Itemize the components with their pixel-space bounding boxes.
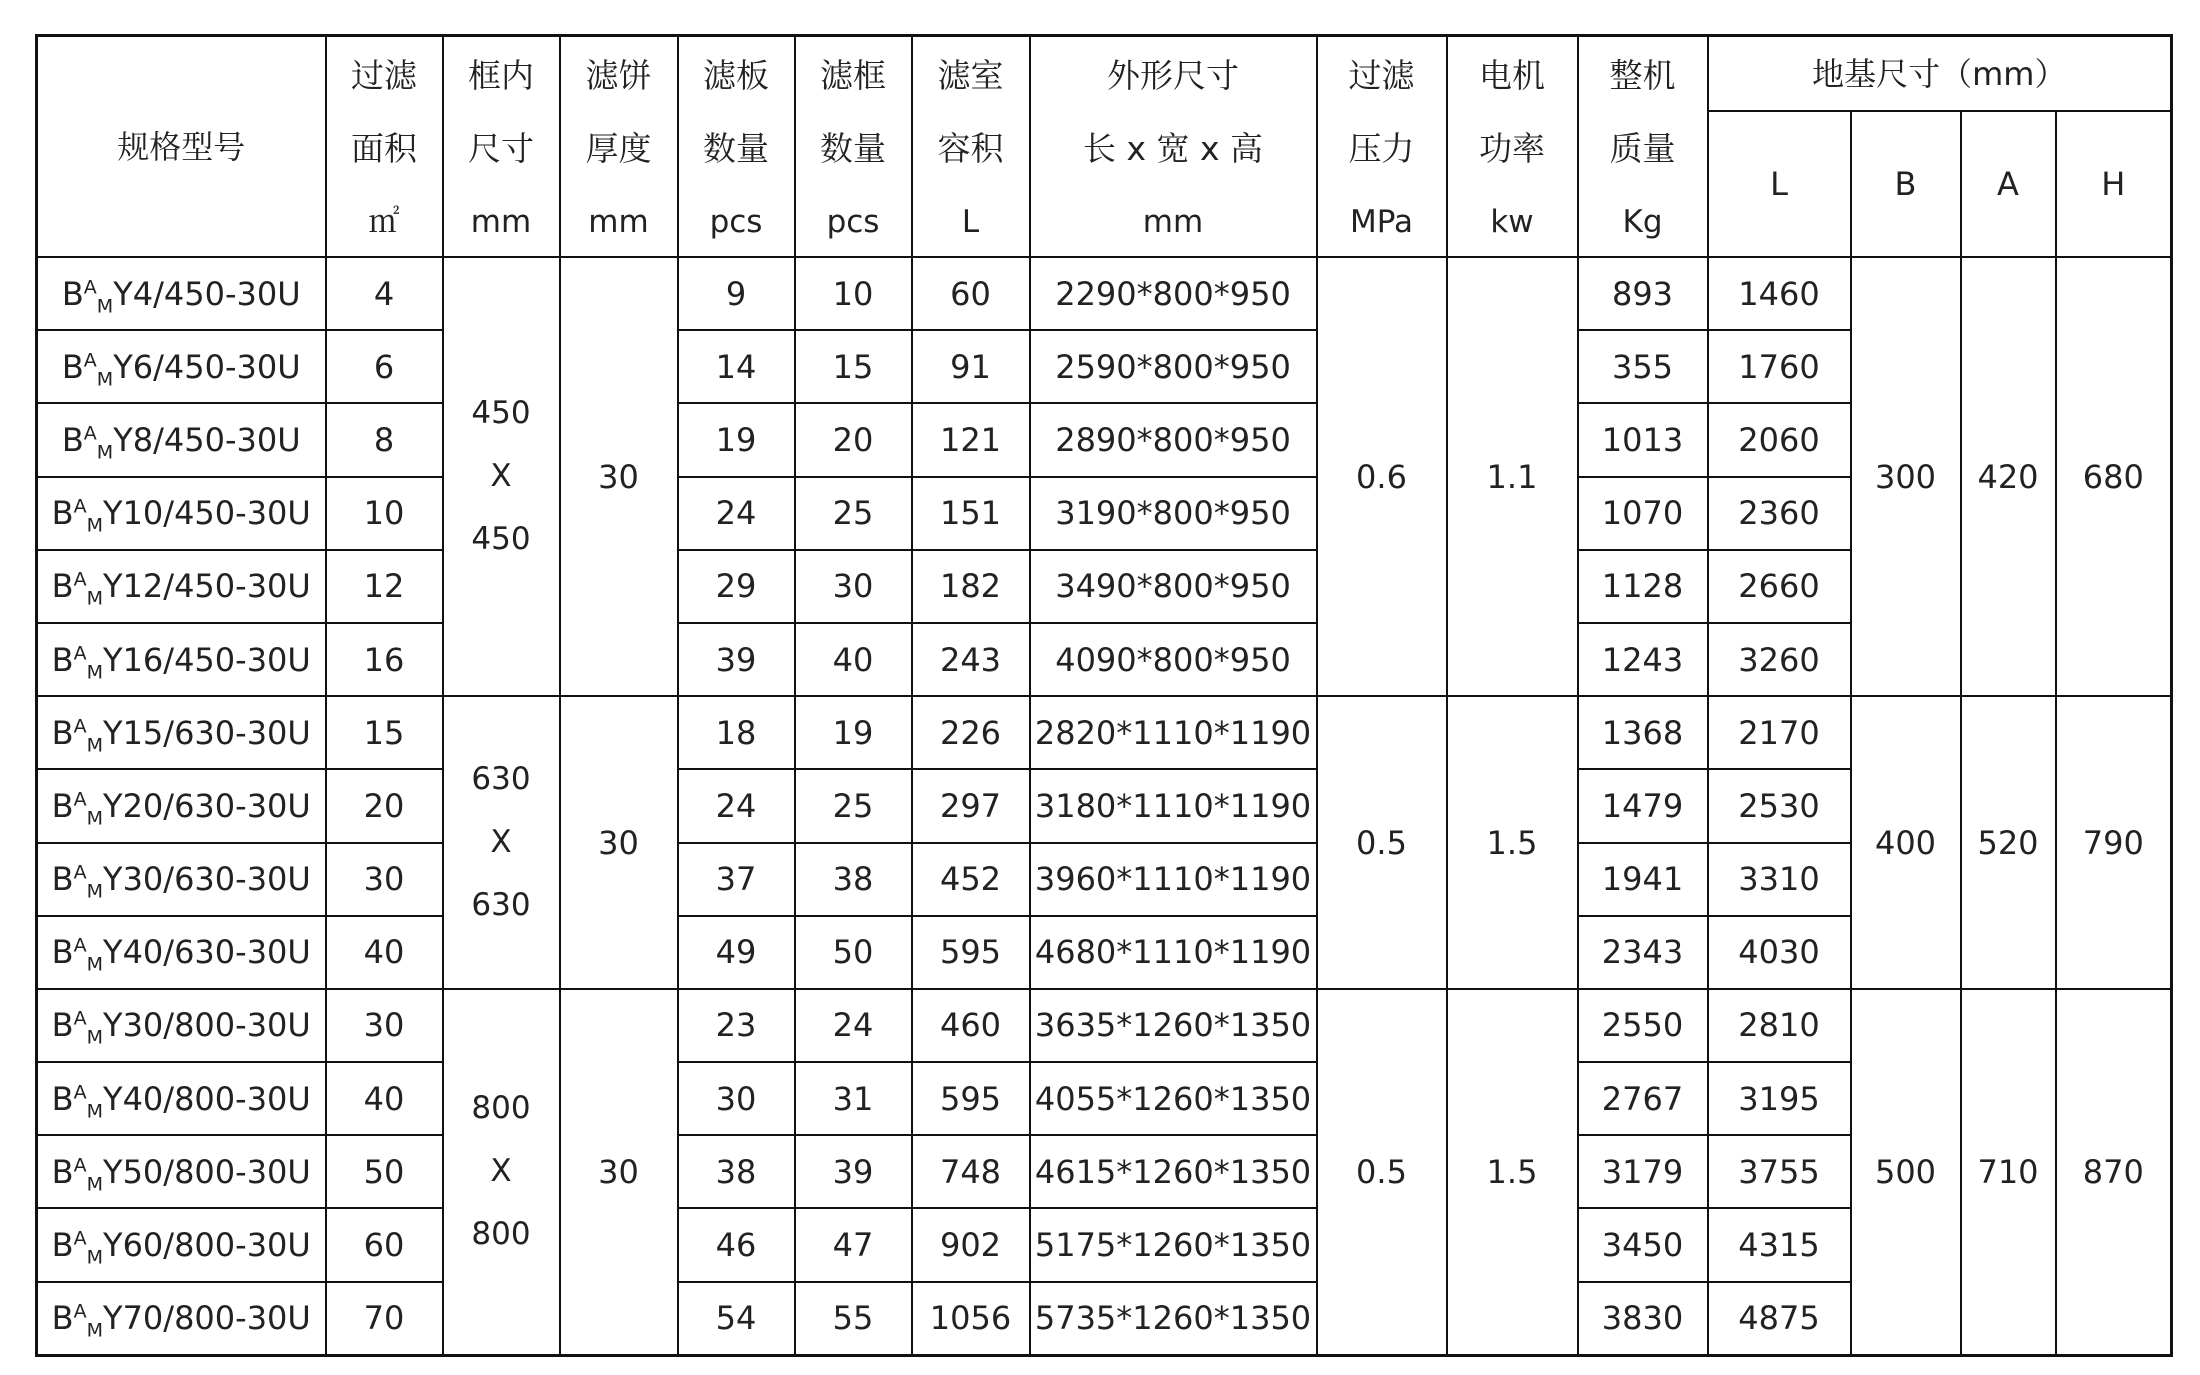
frame-size-line: 450 (471, 395, 531, 432)
model-suffix: 30/630-30U (122, 860, 311, 899)
header-frame-count (795, 36, 912, 258)
header-chamber-volume-l1: 滤室 (937, 55, 1004, 95)
machine-mass-cell: 1128 (1578, 550, 1708, 623)
machine-mass-cell: 3450 (1578, 1208, 1708, 1281)
model-cell (37, 916, 326, 989)
model-prefix: B (51, 1006, 74, 1045)
foundation-a-cell: 520 (1961, 696, 2056, 989)
machine-mass-cell: 2550 (1578, 989, 1708, 1062)
model-prefix: B (51, 1079, 74, 1118)
frame-count-cell: 30 (795, 550, 912, 623)
overall-size-cell: 2890*800*950 (1030, 403, 1317, 476)
model-sub: M (86, 807, 104, 830)
header-machine-mass (1578, 36, 1708, 258)
model-suffix: 40/630-30U (122, 933, 311, 972)
model-cell (37, 1282, 326, 1356)
model-mid: Y (103, 713, 123, 752)
filter-pressure-cell: 0.5 (1317, 989, 1447, 1355)
frame-size-stack (444, 1090, 559, 1253)
model-mid: Y (103, 786, 123, 825)
header-filter-pressure-l2: 压力 (1348, 128, 1415, 168)
model-sub: M (86, 953, 104, 976)
frame-size-line: X (490, 1153, 512, 1190)
overall-size-cell: 4615*1260*1350 (1030, 1135, 1317, 1208)
frame-count-cell: 19 (795, 696, 912, 769)
overall-size-cell: 5175*1260*1350 (1030, 1208, 1317, 1281)
machine-mass-cell: 1243 (1578, 623, 1708, 696)
header-machine-mass-l2: 质量 (1609, 128, 1676, 168)
header-overall-size-l2: 长 x 宽 x 高 (1082, 128, 1264, 168)
foundation-b-cell: 400 (1851, 696, 1961, 989)
model-suffix: 12/450-30U (122, 567, 311, 606)
chamber-volume-cell: 748 (912, 1135, 1030, 1208)
model-sup: A (73, 788, 87, 811)
plate-count-cell: 49 (678, 916, 795, 989)
header-frame-inner-unit: mm (470, 203, 532, 240)
frame-size-stack (444, 761, 559, 923)
header-frame-inner-l2: 尺寸 (468, 128, 534, 168)
foundation-b-cell: 300 (1851, 257, 1961, 696)
model-cell (37, 843, 326, 916)
filter-pressure-cell: 0.5 (1317, 696, 1447, 989)
frame-count-cell: 25 (795, 769, 912, 842)
machine-mass-cell: 2343 (1578, 916, 1708, 989)
plate-count-cell: 19 (678, 403, 795, 476)
machine-mass-cell: 1479 (1578, 769, 1708, 842)
model-prefix: B (51, 933, 74, 972)
model-mid: Y (113, 420, 133, 459)
machine-mass-cell: 3830 (1578, 1282, 1708, 1356)
header-cake-thickness-l1: 滤饼 (585, 55, 652, 95)
filter-area-cell: 50 (326, 1135, 443, 1208)
filter-area-cell: 8 (326, 403, 443, 476)
frame-count-cell: 24 (795, 989, 912, 1062)
header-chamber-volume (912, 36, 1030, 258)
foundation-l-cell: 1460 (1708, 257, 1851, 330)
model-cell (37, 1208, 326, 1281)
table-row (37, 989, 2172, 1062)
model-mid: Y (103, 567, 123, 606)
frame-count-cell: 50 (795, 916, 912, 989)
foundation-l-cell: 2660 (1708, 550, 1851, 623)
model-mid: Y (103, 1152, 123, 1191)
header-foundation-a: A (1961, 111, 2056, 257)
foundation-h-cell: 790 (2056, 696, 2172, 989)
header-overall-size (1030, 36, 1317, 258)
plate-count-cell: 54 (678, 1282, 795, 1356)
frame-size-cell (443, 257, 560, 696)
chamber-volume-cell: 297 (912, 769, 1030, 842)
model-mid: Y (113, 347, 133, 386)
model-cell (37, 330, 326, 403)
table-body (37, 257, 2172, 1355)
frame-count-cell: 47 (795, 1208, 912, 1281)
filter-area-cell: 12 (326, 550, 443, 623)
header-frame-inner (443, 36, 560, 258)
filter-area-cell: 40 (326, 1062, 443, 1135)
motor-power-cell: 1.5 (1447, 989, 1578, 1355)
plate-count-cell: 24 (678, 769, 795, 842)
model-suffix: 16/450-30U (122, 640, 311, 679)
frame-count-cell: 31 (795, 1062, 912, 1135)
foundation-l-cell: 3755 (1708, 1135, 1851, 1208)
plate-count-cell: 14 (678, 330, 795, 403)
foundation-h-cell: 870 (2056, 989, 2172, 1355)
foundation-l-cell: 2170 (1708, 696, 1851, 769)
model-sup: A (73, 641, 87, 664)
header-cake-thickness-unit: mm (588, 203, 649, 240)
chamber-volume-cell: 902 (912, 1208, 1030, 1281)
header-foundation: 地基尺寸（mm） (1708, 36, 2172, 112)
frame-count-cell: 25 (795, 477, 912, 550)
overall-size-cell: 4055*1260*1350 (1030, 1062, 1317, 1135)
filter-area-cell: 16 (326, 623, 443, 696)
filter-area-cell: 30 (326, 989, 443, 1062)
chamber-volume-cell: 182 (912, 550, 1030, 623)
header-plate-count-l2: 数量 (703, 128, 769, 168)
frame-size-line: 450 (471, 521, 531, 558)
model-mid: Y (103, 933, 123, 972)
plate-count-cell: 30 (678, 1062, 795, 1135)
model-sup: A (73, 715, 87, 738)
model-suffix: 30/800-30U (122, 1006, 311, 1045)
chamber-volume-cell: 1056 (912, 1282, 1030, 1356)
frame-size-stack (444, 395, 559, 558)
plate-count-cell: 38 (678, 1135, 795, 1208)
header-machine-mass-l1: 整机 (1609, 55, 1676, 95)
plate-count-cell: 18 (678, 696, 795, 769)
header-filter-pressure-unit: MPa (1349, 203, 1414, 240)
chamber-volume-cell: 595 (912, 1062, 1030, 1135)
header-filter-area-unit: ㎡ (368, 203, 400, 240)
model-sup: A (73, 1154, 87, 1177)
machine-mass-cell: 355 (1578, 330, 1708, 403)
table-row (37, 257, 2172, 330)
header-motor-power-unit: kw (1490, 203, 1534, 240)
overall-size-cell: 2820*1110*1190 (1030, 696, 1317, 769)
filter-area-cell: 60 (326, 1208, 443, 1281)
foundation-l-cell: 4315 (1708, 1208, 1851, 1281)
header-frame-count-l1: 滤框 (820, 55, 886, 95)
cake-thickness-cell: 30 (560, 257, 678, 696)
model-suffix: 15/630-30U (122, 713, 311, 752)
foundation-l-cell: 2810 (1708, 989, 1851, 1062)
filter-area-cell: 4 (326, 257, 443, 330)
overall-size-cell: 3635*1260*1350 (1030, 989, 1317, 1062)
model-mid: Y (103, 1299, 123, 1338)
model-sub: M (86, 514, 104, 537)
filter-area-cell: 70 (326, 1282, 443, 1356)
foundation-h-cell: 680 (2056, 257, 2172, 696)
model-sup: A (73, 1300, 87, 1323)
header-machine-mass-unit: Kg (1622, 203, 1663, 240)
model-sup: A (73, 934, 87, 957)
model-suffix: 4/450-30U (132, 274, 301, 313)
header-cake-thickness-l2: 厚度 (585, 128, 652, 168)
frame-count-cell: 40 (795, 623, 912, 696)
filter-area-cell: 6 (326, 330, 443, 403)
overall-size-cell: 3180*1110*1190 (1030, 769, 1317, 842)
overall-size-cell: 3960*1110*1190 (1030, 843, 1317, 916)
frame-count-cell: 10 (795, 257, 912, 330)
plate-count-cell: 23 (678, 989, 795, 1062)
header-plate-count-unit: pcs (709, 203, 763, 240)
model-prefix: B (51, 567, 74, 606)
plate-count-cell: 46 (678, 1208, 795, 1281)
model-prefix: B (51, 860, 74, 899)
foundation-l-cell: 2060 (1708, 403, 1851, 476)
model-suffix: 40/800-30U (122, 1079, 311, 1118)
model-sub: M (86, 1026, 104, 1049)
foundation-l-cell: 4030 (1708, 916, 1851, 989)
header-filter-pressure-l1: 过滤 (1348, 55, 1415, 95)
model-prefix: B (61, 420, 84, 459)
header-filter-area (326, 36, 443, 258)
header-model-label: 规格型号 (117, 127, 246, 166)
model-sub: M (86, 1173, 104, 1196)
model-sup: A (73, 861, 87, 884)
frame-count-cell: 55 (795, 1282, 912, 1356)
model-mid: Y (103, 1079, 123, 1118)
model-suffix: 20/630-30U (122, 786, 311, 825)
model-cell (37, 1062, 326, 1135)
model-cell (37, 989, 326, 1062)
model-cell (37, 623, 326, 696)
model-prefix: B (51, 494, 74, 533)
machine-mass-cell: 1013 (1578, 403, 1708, 476)
foundation-l-cell: 2530 (1708, 769, 1851, 842)
model-prefix: B (51, 786, 74, 825)
plate-count-cell: 29 (678, 550, 795, 623)
foundation-l-cell: 3195 (1708, 1062, 1851, 1135)
model-cell (37, 403, 326, 476)
header-foundation-b: B (1851, 111, 1961, 257)
foundation-l-cell: 2360 (1708, 477, 1851, 550)
foundation-l-cell: 1760 (1708, 330, 1851, 403)
model-cell (37, 257, 326, 330)
model-mid: Y (103, 494, 123, 533)
frame-count-cell: 38 (795, 843, 912, 916)
frame-count-cell: 20 (795, 403, 912, 476)
machine-mass-cell: 3179 (1578, 1135, 1708, 1208)
header-cake-thickness (560, 36, 678, 258)
model-sub: M (86, 880, 104, 903)
overall-size-cell: 2290*800*950 (1030, 257, 1317, 330)
chamber-volume-cell: 595 (912, 916, 1030, 989)
plate-count-cell: 37 (678, 843, 795, 916)
chamber-volume-cell: 121 (912, 403, 1030, 476)
model-sub: M (86, 1246, 104, 1269)
header-model (37, 36, 326, 258)
model-prefix: B (61, 347, 84, 386)
filter-pressure-cell: 0.6 (1317, 257, 1447, 696)
model-sup: A (73, 1007, 87, 1030)
header-foundation-l: L (1708, 111, 1851, 257)
header-filter-area-l2: 面积 (351, 128, 417, 168)
header-motor-power (1447, 36, 1578, 258)
header-motor-power-l1: 电机 (1479, 55, 1545, 95)
frame-count-cell: 15 (795, 330, 912, 403)
overall-size-cell: 5735*1260*1350 (1030, 1282, 1317, 1356)
plate-count-cell: 9 (678, 257, 795, 330)
machine-mass-cell: 2767 (1578, 1062, 1708, 1135)
foundation-b-cell: 500 (1851, 989, 1961, 1355)
overall-size-cell: 3190*800*950 (1030, 477, 1317, 550)
header-overall-size-unit: mm (1142, 203, 1204, 240)
frame-size-cell (443, 989, 560, 1355)
model-sup: A (73, 568, 87, 591)
model-sub: M (86, 734, 104, 757)
frame-size-line: X (490, 458, 512, 495)
plate-count-cell: 39 (678, 623, 795, 696)
chamber-volume-cell: 151 (912, 477, 1030, 550)
header-plate-count (678, 36, 795, 258)
frame-size-line: 800 (471, 1090, 531, 1127)
foundation-a-cell: 710 (1961, 989, 2056, 1355)
foundation-a-cell: 420 (1961, 257, 2056, 696)
chamber-volume-cell: 452 (912, 843, 1030, 916)
machine-mass-cell: 893 (1578, 257, 1708, 330)
header-frame-count-l2: 数量 (820, 128, 886, 168)
model-prefix: B (51, 1152, 74, 1191)
model-suffix: 10/450-30U (122, 494, 311, 533)
header-frame-inner-l1: 框内 (468, 55, 534, 95)
filter-area-cell: 20 (326, 769, 443, 842)
model-cell (37, 1135, 326, 1208)
model-sub: M (86, 660, 104, 683)
table-row (37, 696, 2172, 769)
model-cell (37, 477, 326, 550)
model-mid: Y (113, 274, 133, 313)
chamber-volume-cell: 60 (912, 257, 1030, 330)
overall-size-cell: 3490*800*950 (1030, 550, 1317, 623)
model-prefix: B (61, 274, 84, 313)
model-prefix: B (51, 713, 74, 752)
foundation-l-cell: 3260 (1708, 623, 1851, 696)
header-filter-area-l1: 过滤 (351, 55, 417, 95)
header-row-top (37, 36, 2172, 112)
model-sub: M (86, 587, 104, 610)
filter-area-cell: 40 (326, 916, 443, 989)
header-chamber-volume-unit: L (961, 203, 980, 240)
model-prefix: B (51, 640, 74, 679)
chamber-volume-cell: 226 (912, 696, 1030, 769)
chamber-volume-cell: 91 (912, 330, 1030, 403)
model-mid: Y (103, 860, 123, 899)
foundation-l-cell: 4875 (1708, 1282, 1851, 1356)
cake-thickness-cell: 30 (560, 989, 678, 1355)
model-sup: A (73, 1227, 87, 1250)
machine-mass-cell: 1941 (1578, 843, 1708, 916)
frame-count-cell: 39 (795, 1135, 912, 1208)
header-plate-count-l1: 滤板 (703, 55, 769, 95)
header-motor-power-l2: 功率 (1479, 128, 1545, 168)
model-sup: A (73, 1081, 87, 1103)
model-mid: Y (103, 1006, 123, 1045)
header-chamber-volume-l2: 容积 (937, 128, 1004, 168)
model-cell (37, 769, 326, 842)
overall-size-cell: 2590*800*950 (1030, 330, 1317, 403)
model-suffix: 70/800-30U (122, 1299, 311, 1338)
frame-size-line: 630 (471, 761, 531, 797)
chamber-volume-cell: 243 (912, 623, 1030, 696)
filter-area-cell: 10 (326, 477, 443, 550)
overall-size-cell: 4090*800*950 (1030, 623, 1317, 696)
model-cell (37, 696, 326, 769)
filter-area-cell: 15 (326, 696, 443, 769)
spec-table (35, 34, 2173, 1357)
header-foundation-h: H (2056, 111, 2172, 257)
header-overall-size-l1: 外形尺寸 (1107, 55, 1239, 95)
header-filter-pressure (1317, 36, 1447, 258)
model-mid: Y (103, 640, 123, 679)
model-suffix: 60/800-30U (122, 1226, 311, 1265)
cake-thickness-cell: 30 (560, 696, 678, 989)
motor-power-cell: 1.1 (1447, 257, 1578, 696)
frame-size-line: 630 (471, 887, 531, 923)
frame-size-line: 800 (471, 1216, 531, 1253)
frame-size-line: X (490, 824, 512, 860)
model-sub: M (96, 441, 114, 464)
model-prefix: B (51, 1226, 74, 1265)
model-mid: Y (103, 1226, 123, 1265)
overall-size-cell: 4680*1110*1190 (1030, 916, 1317, 989)
model-suffix: 50/800-30U (122, 1152, 311, 1191)
model-sub: M (86, 1100, 104, 1123)
model-suffix: 8/450-30U (132, 420, 301, 459)
model-sup: A (73, 495, 87, 518)
frame-size-cell (443, 696, 560, 989)
model-prefix: B (51, 1299, 74, 1338)
model-sup: A (83, 349, 97, 372)
foundation-l-cell: 3310 (1708, 843, 1851, 916)
machine-mass-cell: 1070 (1578, 477, 1708, 550)
model-sub: M (96, 294, 114, 317)
model-suffix: 6/450-30U (132, 347, 301, 386)
model-sub: M (96, 368, 114, 391)
header-frame-count-unit: pcs (826, 203, 880, 240)
model-sup: A (83, 422, 97, 445)
filter-area-cell: 30 (326, 843, 443, 916)
model-cell (37, 550, 326, 623)
plate-count-cell: 24 (678, 477, 795, 550)
machine-mass-cell: 1368 (1578, 696, 1708, 769)
model-sub: M (86, 1319, 104, 1342)
model-sup: A (83, 275, 97, 298)
chamber-volume-cell: 460 (912, 989, 1030, 1062)
motor-power-cell: 1.5 (1447, 696, 1578, 989)
